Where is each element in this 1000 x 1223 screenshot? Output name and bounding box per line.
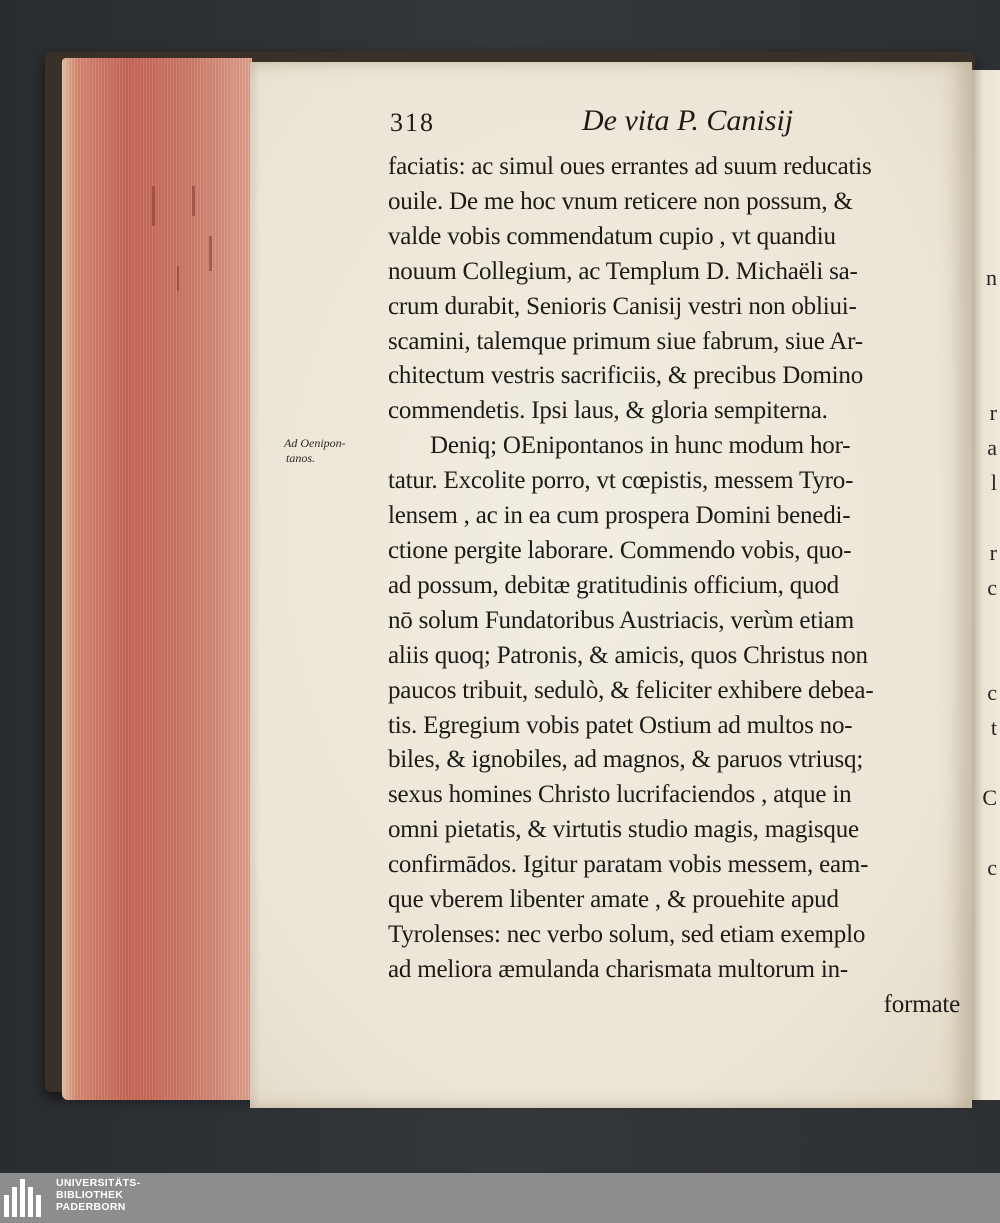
- library-footer: [0, 1173, 1000, 1223]
- text-line: tis. Egregium vobis patet Ostium ad multos no-: [388, 711, 853, 739]
- text-line: tatur. Excolite porro, vt cœpistis, messem Tyro-: [388, 467, 854, 495]
- marginal-note-line: tanos.: [286, 451, 316, 465]
- text-line: aliis quoq; Patronis, & amicis, quos Christus non: [388, 641, 868, 669]
- text-line: que vberem libenter amate , & prouehite apud: [388, 886, 839, 914]
- running-head: De vita P. Canisij: [582, 104, 794, 137]
- facing-letter: C: [982, 785, 997, 810]
- text-line: nō solum Fundatoribus Austriacis, verùm etiam: [388, 606, 854, 634]
- text-line: biles, & ignobiles, ad magnos, & paruos vtriusq;: [388, 746, 864, 774]
- facing-letter: t: [990, 715, 997, 740]
- text-line: faciatis: ac simul oues errantes ad suum reducatis: [388, 153, 872, 180]
- facing-page-edge: [972, 70, 1000, 1100]
- text-line: crum durabit, Senioris Canisij vestri non obliui-: [388, 292, 857, 320]
- facing-letter: n: [986, 265, 997, 290]
- text-line: paucos tribuit, sedulò, & feliciter exhibere debea-: [388, 676, 874, 704]
- facing-letter: l: [990, 470, 997, 495]
- marginal-note: [284, 436, 384, 466]
- text-line: lensem , ac in ea cum prospera Domini benedi-: [388, 502, 851, 530]
- library-logo-text: [56, 1177, 140, 1213]
- text-line: omni pietatis, & virtutis studio magis, magisque: [388, 816, 859, 844]
- facing-letter: a: [987, 435, 997, 460]
- logo-line: UNIVERSITÄTS-: [56, 1177, 141, 1189]
- facing-letter: r: [989, 400, 997, 425]
- page-fore-edge: [62, 58, 252, 1100]
- page-number: 318: [390, 108, 435, 137]
- text-line: ad possum, debitæ gratitudinis officium, quod: [388, 571, 839, 599]
- text-line: Tyrolenses: nec verbo solum, sed etiam exemplo: [388, 920, 866, 948]
- facing-letter: c: [987, 575, 997, 600]
- marginal-note-line: Ad Oenipon-: [284, 436, 346, 450]
- text-line-indented: Deniq; OEnipontanos in hunc modum hor-: [430, 432, 851, 460]
- text-line: sexus homines Christo lucrifaciendos , atque in: [388, 781, 852, 809]
- facing-letter: r: [989, 540, 997, 565]
- catchword: formate: [883, 990, 960, 1018]
- logo-line: PADERBORN: [56, 1201, 126, 1213]
- facing-letter: c: [987, 855, 997, 880]
- body-text: [388, 150, 960, 1023]
- text-line: scamini, talemque primum siue fabrum, siue Ar-: [388, 327, 863, 355]
- text-line: confirmādos. Igitur paratam vobis messem, eam-: [388, 851, 869, 879]
- text-line: nouum Collegium, ac Templum D. Michaëli sa-: [388, 257, 858, 285]
- text-line: ad meliora æmulanda charismata multorum in-: [388, 955, 849, 983]
- facing-letter: c: [987, 680, 997, 705]
- logo-line: BIBLIOTHEK: [56, 1189, 124, 1201]
- text-line: ctione pergite laborare. Commendo vobis, quo-: [388, 536, 852, 564]
- text-line: chitectum vestris sacrificiis, & precibus Domino: [388, 362, 864, 390]
- text-line: ouile. De me hoc vnum reticere non possum, &: [388, 187, 853, 215]
- library-logo-icon: [4, 1179, 46, 1217]
- text-line: valde vobis commendatum cupio , vt quandiu: [388, 222, 836, 250]
- text-line: commendetis. Ipsi laus, & gloria sempiterna.: [388, 397, 828, 425]
- fore-edge-marks: [147, 176, 217, 326]
